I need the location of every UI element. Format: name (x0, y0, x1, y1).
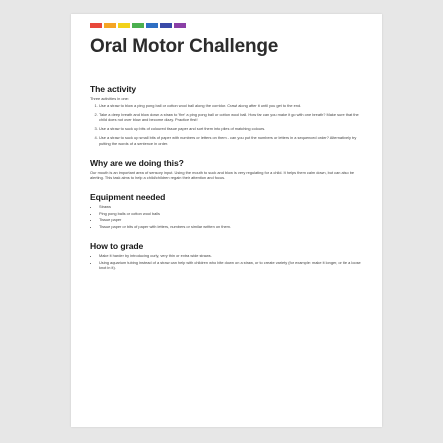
activity-step: 3. Use a straw to suck up bits of coloured tissue paper and sort them into piles of matching colours. (99, 126, 362, 131)
equipment-item: • Straws (99, 204, 362, 209)
grade-heading: How to grade (90, 241, 144, 252)
equipment-item: • Tissue paper (99, 217, 362, 222)
page-title: Oral Motor Challenge (90, 36, 279, 57)
color-swatch (104, 23, 116, 28)
color-swatch (174, 23, 186, 28)
brand-color-bar (90, 23, 186, 28)
why-body: Our mouth is an important area of sensory input. Using the mouth to suck and blow is very regulating for a child. It helps them calm down, but can also be alerting. This task aims to help a child/children regain their attention and focus. (90, 169, 355, 181)
color-swatch (146, 23, 158, 28)
why-heading: Why are we doing this? (90, 157, 184, 168)
equipment-item: • Tissue paper or bits of paper with letters, numbers or similar written on them. (99, 224, 362, 229)
grade-item: • Using aquarium tubing instead of a straw can help with children who bite down on a straw, or to create variety (for example: make it longer, or tie a loose knot in it). (99, 260, 362, 271)
equipment-heading: Equipment needed (90, 192, 166, 203)
activity-steps-list (90, 103, 362, 146)
equipment-list (90, 204, 362, 229)
why-section (90, 158, 362, 181)
activity-step: 1. Use a straw to blow a ping pong ball or cotton wool ball along the corridor. Crawl along after it until you get to the end. (99, 103, 362, 108)
color-swatch (118, 23, 130, 28)
activity-section (90, 84, 362, 146)
document-page (71, 14, 382, 427)
grade-section (90, 241, 362, 270)
activity-step: 2. Take a deep breath and blow down a straw to 'fire' a ping pong ball or cotton wool ball. How far can you make it go with one breath? Make sure that the child does not over blow and become dizzy. Practice first! (99, 112, 362, 123)
grade-item: • Make it harder by introducing curly, very thin or extra wide straws. (99, 253, 362, 258)
activity-step: 4. Use a straw to suck up small bits of paper with numbers or letters on them - can you put the numbers or letters in a sequenced order? Alternatively try putting the words of a sentence in order. (99, 135, 362, 146)
activity-heading: The activity (90, 84, 137, 94)
grade-list (90, 253, 362, 270)
color-swatch (132, 23, 144, 28)
equipment-section (90, 192, 362, 229)
color-swatch (160, 23, 172, 28)
color-swatch (90, 23, 102, 28)
document-content (90, 84, 362, 282)
activity-intro: Three activities in one: (90, 96, 129, 101)
equipment-item: • Ping pong balls or cotton wool balls (99, 211, 362, 216)
